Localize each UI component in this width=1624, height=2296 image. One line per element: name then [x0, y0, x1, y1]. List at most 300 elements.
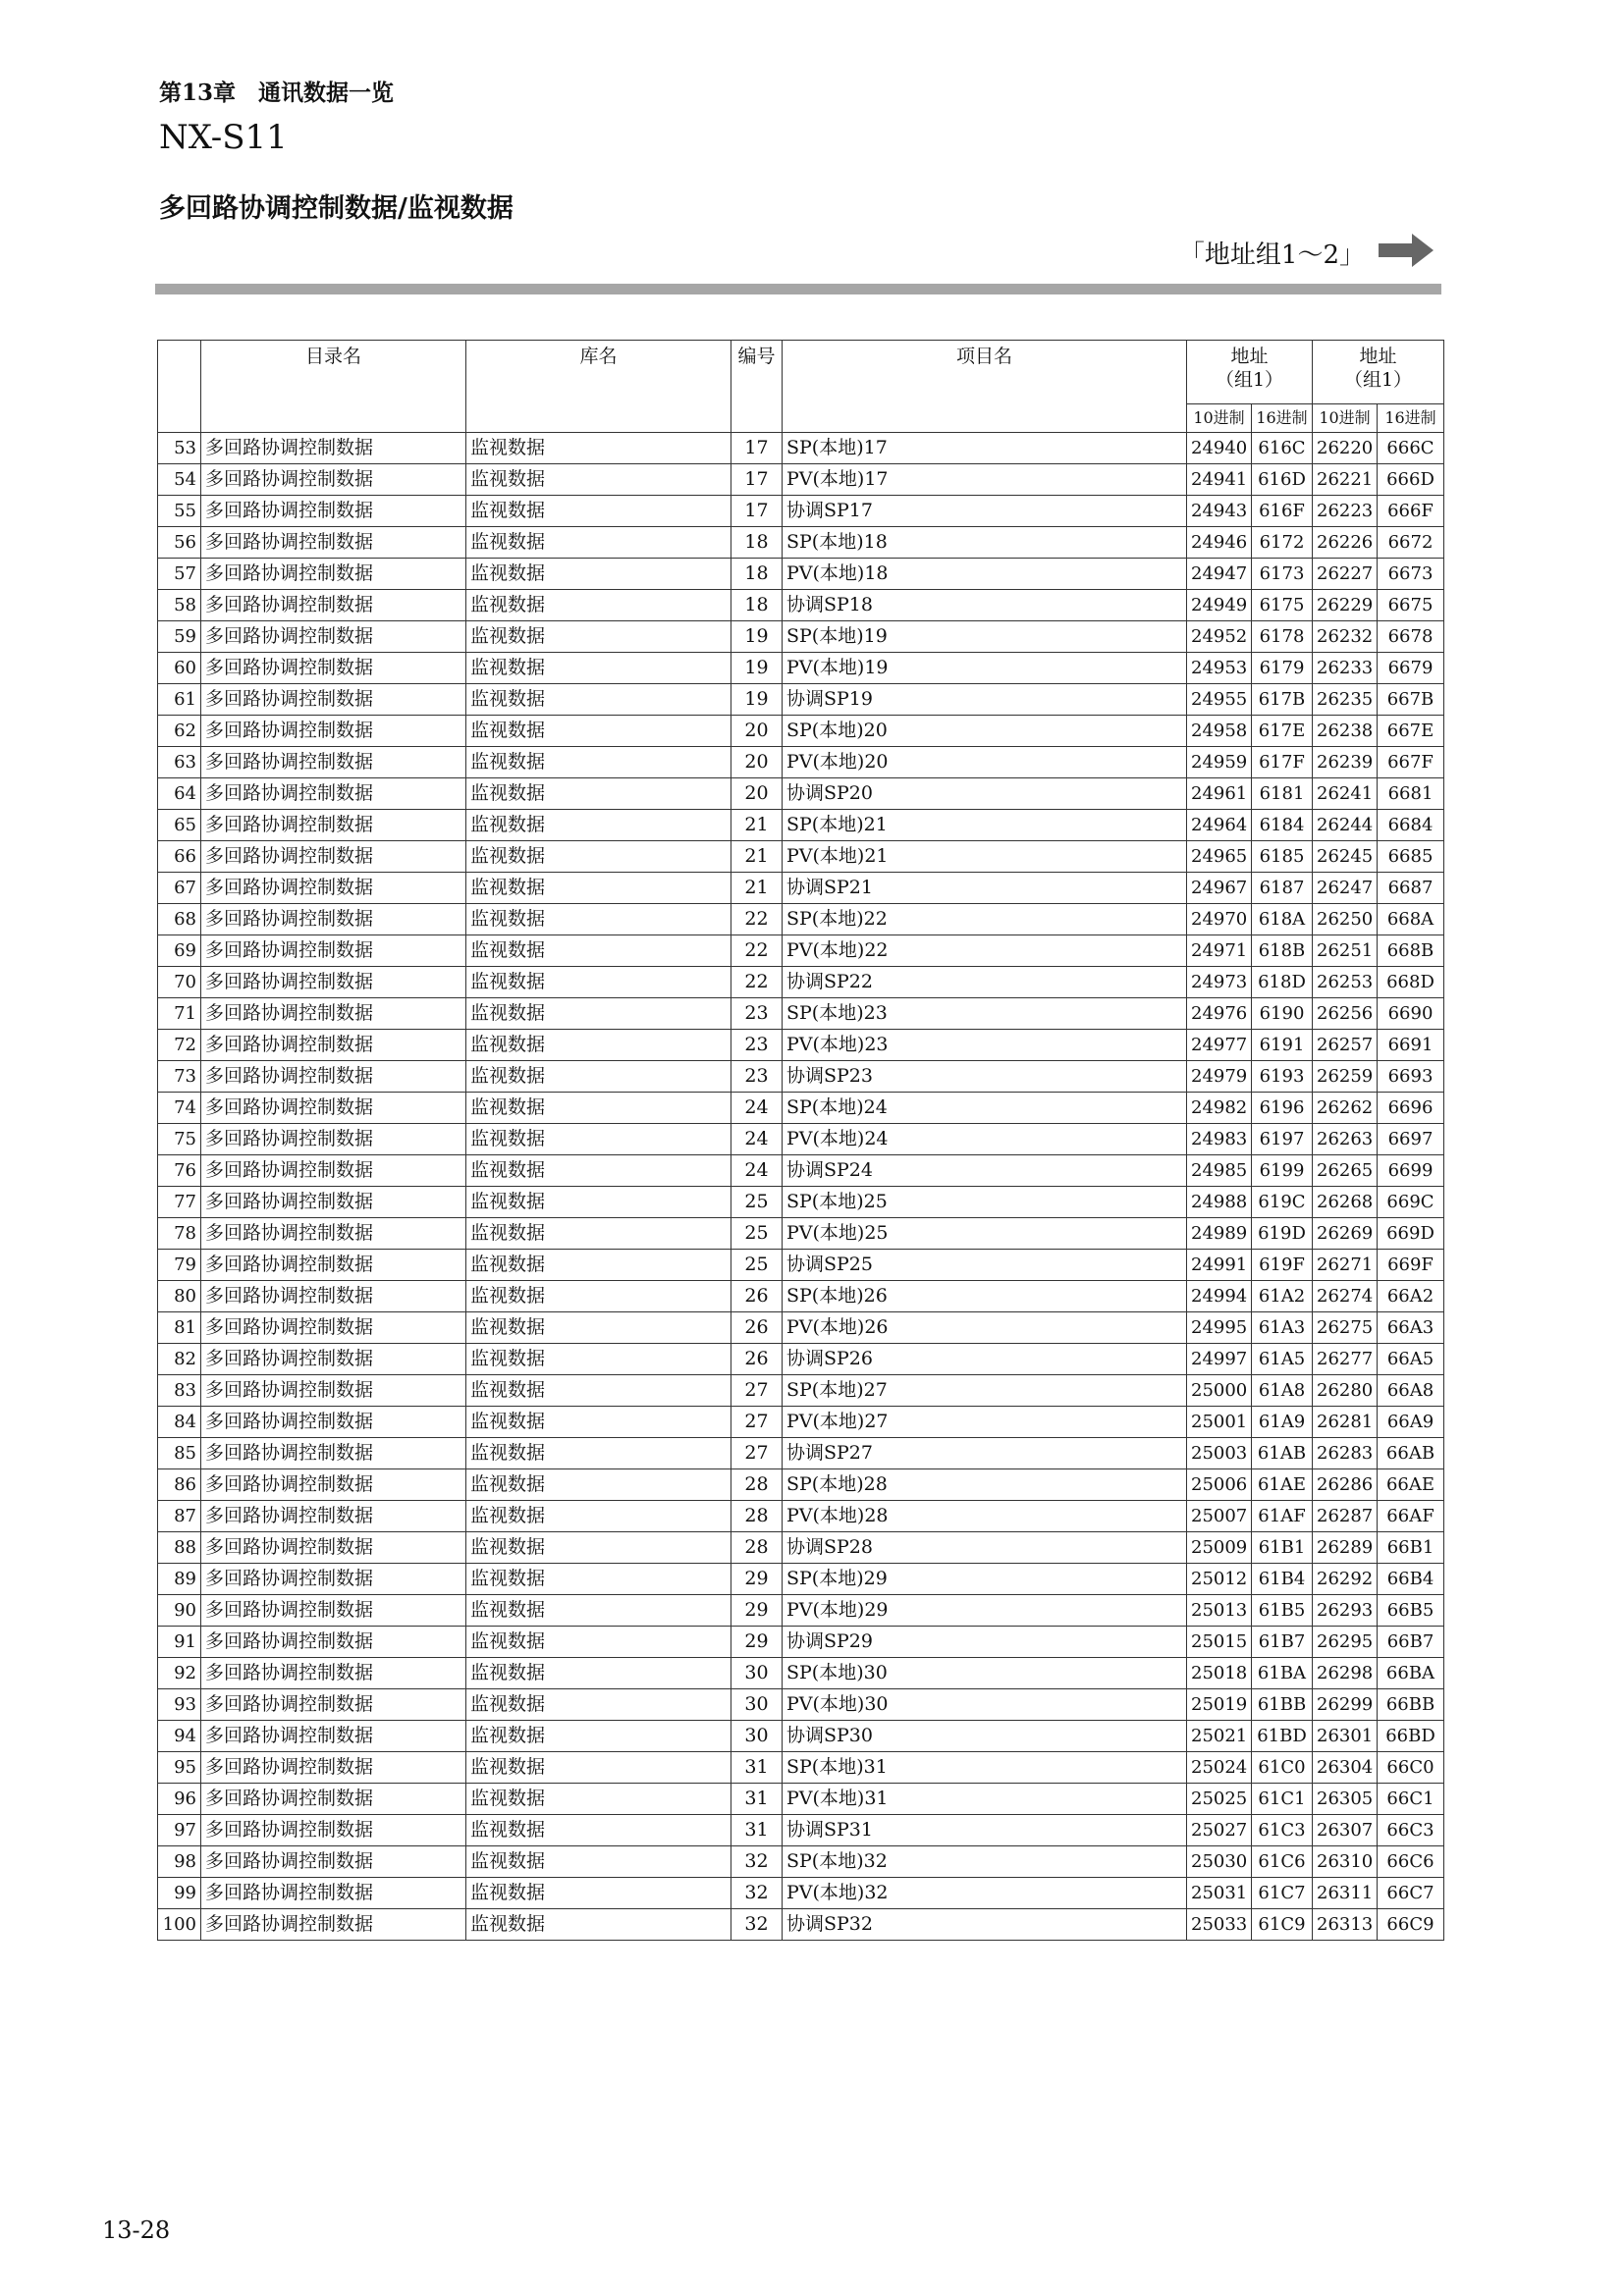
library-name: 监视数据	[466, 967, 731, 998]
catalog-name: 多回路协调控制数据	[201, 998, 466, 1030]
row-index: 90	[158, 1595, 201, 1627]
row-index: 63	[158, 747, 201, 778]
item-name: PV(本地)22	[783, 935, 1187, 967]
item-name: SP(本地)29	[783, 1564, 1187, 1595]
address-1-hex: 61B7	[1252, 1627, 1313, 1658]
table-row	[158, 496, 1444, 527]
address-1-decimal: 24976	[1187, 998, 1252, 1030]
catalog-name: 多回路协调控制数据	[201, 1846, 466, 1878]
row-index: 96	[158, 1784, 201, 1815]
address-2-decimal: 26221	[1313, 464, 1378, 496]
table-row	[158, 778, 1444, 810]
header-item: 项目名	[783, 341, 1187, 433]
catalog-name: 多回路协调控制数据	[201, 1375, 466, 1407]
address-2-decimal: 26235	[1313, 684, 1378, 716]
catalog-name: 多回路协调控制数据	[201, 1312, 466, 1344]
library-name: 监视数据	[466, 590, 731, 621]
item-name: 协调SP27	[783, 1438, 1187, 1469]
row-index: 86	[158, 1469, 201, 1501]
address-1-decimal: 24965	[1187, 841, 1252, 873]
address-2-hex: 66A9	[1378, 1407, 1444, 1438]
address-2-decimal: 26283	[1313, 1438, 1378, 1469]
address-2-hex: 6672	[1378, 527, 1444, 559]
item-number: 24	[731, 1093, 783, 1124]
library-name: 监视数据	[466, 873, 731, 904]
catalog-name: 多回路协调控制数据	[201, 496, 466, 527]
table-row	[158, 1438, 1444, 1469]
item-number: 18	[731, 590, 783, 621]
item-name: PV(本地)29	[783, 1595, 1187, 1627]
address-1-hex: 619C	[1252, 1187, 1313, 1218]
item-number: 24	[731, 1155, 783, 1187]
address-1-decimal: 25025	[1187, 1784, 1252, 1815]
address-2-hex: 6696	[1378, 1093, 1444, 1124]
catalog-name: 多回路协调控制数据	[201, 778, 466, 810]
address-1-hex: 61A9	[1252, 1407, 1313, 1438]
address-1-decimal: 24973	[1187, 967, 1252, 998]
item-name: PV(本地)17	[783, 464, 1187, 496]
address-1-decimal: 25019	[1187, 1689, 1252, 1721]
item-name: 协调SP31	[783, 1815, 1187, 1846]
library-name: 监视数据	[466, 496, 731, 527]
table-row	[158, 1595, 1444, 1627]
row-index: 57	[158, 559, 201, 590]
table-row	[158, 1407, 1444, 1438]
library-name: 监视数据	[466, 1658, 731, 1689]
row-index: 79	[158, 1250, 201, 1281]
table-row	[158, 1689, 1444, 1721]
address-1-decimal: 24988	[1187, 1187, 1252, 1218]
row-index: 71	[158, 998, 201, 1030]
address-2-hex: 66C0	[1378, 1752, 1444, 1784]
address-2-decimal: 26251	[1313, 935, 1378, 967]
item-number: 21	[731, 841, 783, 873]
address-1-hex: 6193	[1252, 1061, 1313, 1093]
table-row	[158, 1846, 1444, 1878]
row-index: 65	[158, 810, 201, 841]
item-number: 22	[731, 935, 783, 967]
address-1-decimal: 25001	[1187, 1407, 1252, 1438]
address-2-hex: 669F	[1378, 1250, 1444, 1281]
address-2-decimal: 26223	[1313, 496, 1378, 527]
address-1-hex: 61B1	[1252, 1532, 1313, 1564]
address-2-decimal: 26253	[1313, 967, 1378, 998]
row-index: 74	[158, 1093, 201, 1124]
address-2-hex: 667F	[1378, 747, 1444, 778]
table-row	[158, 1218, 1444, 1250]
address-1-hex: 6179	[1252, 653, 1313, 684]
address-2-decimal: 26245	[1313, 841, 1378, 873]
row-index: 76	[158, 1155, 201, 1187]
item-number: 19	[731, 621, 783, 653]
catalog-name: 多回路协调控制数据	[201, 464, 466, 496]
address-group-label: 「地址组1～2」	[1178, 240, 1365, 270]
address-1-hex: 6187	[1252, 873, 1313, 904]
row-index: 82	[158, 1344, 201, 1375]
row-index: 54	[158, 464, 201, 496]
address-1-decimal: 24958	[1187, 716, 1252, 747]
address-1-hex: 6178	[1252, 621, 1313, 653]
address-2-hex: 6678	[1378, 621, 1444, 653]
table-row	[158, 433, 1444, 464]
address-2-hex: 66C7	[1378, 1878, 1444, 1909]
library-name: 监视数据	[466, 904, 731, 935]
library-name: 监视数据	[466, 1784, 731, 1815]
header-hex-2: 16进制	[1378, 404, 1444, 433]
address-2-decimal: 26229	[1313, 590, 1378, 621]
item-number: 25	[731, 1187, 783, 1218]
library-name: 监视数据	[466, 998, 731, 1030]
address-2-hex: 6685	[1378, 841, 1444, 873]
table-row	[158, 1187, 1444, 1218]
address-1-decimal: 24985	[1187, 1155, 1252, 1187]
catalog-name: 多回路协调控制数据	[201, 967, 466, 998]
address-1-decimal: 24970	[1187, 904, 1252, 935]
item-number: 28	[731, 1501, 783, 1532]
address-1-hex: 6181	[1252, 778, 1313, 810]
address-2-decimal: 26244	[1313, 810, 1378, 841]
item-number: 28	[731, 1532, 783, 1564]
item-name: PV(本地)28	[783, 1501, 1187, 1532]
item-name: SP(本地)19	[783, 621, 1187, 653]
address-1-decimal: 25013	[1187, 1595, 1252, 1627]
library-name: 监视数据	[466, 1595, 731, 1627]
item-number: 27	[731, 1438, 783, 1469]
table-row	[158, 1878, 1444, 1909]
row-index: 92	[158, 1658, 201, 1689]
library-name: 监视数据	[466, 1344, 731, 1375]
address-1-hex: 619D	[1252, 1218, 1313, 1250]
table-row	[158, 998, 1444, 1030]
address-2-decimal: 26277	[1313, 1344, 1378, 1375]
library-name: 监视数据	[466, 559, 731, 590]
item-name: SP(本地)20	[783, 716, 1187, 747]
address-1-hex: 61AB	[1252, 1438, 1313, 1469]
address-2-decimal: 26310	[1313, 1846, 1378, 1878]
address-1-hex: 617F	[1252, 747, 1313, 778]
address-1-decimal: 25009	[1187, 1532, 1252, 1564]
address-2-decimal: 26280	[1313, 1375, 1378, 1407]
address-2-hex: 66B5	[1378, 1595, 1444, 1627]
chapter-heading: 第13章 通讯数据一览	[159, 80, 395, 106]
row-index: 94	[158, 1721, 201, 1752]
item-name: 协调SP29	[783, 1627, 1187, 1658]
item-name: 协调SP32	[783, 1909, 1187, 1941]
catalog-name: 多回路协调控制数据	[201, 1595, 466, 1627]
address-2-hex: 66C9	[1378, 1909, 1444, 1941]
header-address-2-group: （组1）	[1343, 369, 1413, 391]
row-index: 53	[158, 433, 201, 464]
row-index: 58	[158, 590, 201, 621]
table-row	[158, 1627, 1444, 1658]
address-1-hex: 61C6	[1252, 1846, 1313, 1878]
row-index: 67	[158, 873, 201, 904]
address-2-hex: 666D	[1378, 464, 1444, 496]
library-name: 监视数据	[466, 621, 731, 653]
library-name: 监视数据	[466, 1155, 731, 1187]
row-index: 61	[158, 684, 201, 716]
row-index: 88	[158, 1532, 201, 1564]
address-2-hex: 66A2	[1378, 1281, 1444, 1312]
table-row	[158, 1061, 1444, 1093]
item-name: 协调SP18	[783, 590, 1187, 621]
item-name: SP(本地)25	[783, 1187, 1187, 1218]
address-1-decimal: 24943	[1187, 496, 1252, 527]
catalog-name: 多回路协调控制数据	[201, 559, 466, 590]
item-number: 29	[731, 1595, 783, 1627]
address-1-decimal: 24989	[1187, 1218, 1252, 1250]
address-1-hex: 61C7	[1252, 1878, 1313, 1909]
item-name: SP(本地)17	[783, 433, 1187, 464]
library-name: 监视数据	[466, 1375, 731, 1407]
address-2-hex: 66BD	[1378, 1721, 1444, 1752]
address-2-hex: 66BB	[1378, 1689, 1444, 1721]
item-name: 协调SP20	[783, 778, 1187, 810]
catalog-name: 多回路协调控制数据	[201, 904, 466, 935]
address-1-decimal: 25006	[1187, 1469, 1252, 1501]
address-1-decimal: 25030	[1187, 1846, 1252, 1878]
table-row	[158, 1155, 1444, 1187]
address-1-decimal: 25033	[1187, 1909, 1252, 1941]
address-1-decimal: 25007	[1187, 1501, 1252, 1532]
catalog-name: 多回路协调控制数据	[201, 1187, 466, 1218]
item-number: 26	[731, 1281, 783, 1312]
library-name: 监视数据	[466, 747, 731, 778]
address-2-hex: 66AB	[1378, 1438, 1444, 1469]
item-number: 29	[731, 1564, 783, 1595]
address-1-hex: 61A3	[1252, 1312, 1313, 1344]
table-row	[158, 1752, 1444, 1784]
row-index: 93	[158, 1689, 201, 1721]
address-2-hex: 66B7	[1378, 1627, 1444, 1658]
item-name: PV(本地)31	[783, 1784, 1187, 1815]
item-number: 31	[731, 1752, 783, 1784]
item-number: 20	[731, 747, 783, 778]
item-number: 30	[731, 1689, 783, 1721]
address-1-hex: 61A2	[1252, 1281, 1313, 1312]
item-name: PV(本地)25	[783, 1218, 1187, 1250]
address-group-indicator	[1179, 234, 1434, 271]
item-name: PV(本地)30	[783, 1689, 1187, 1721]
header-address-2	[1313, 341, 1444, 404]
item-number: 23	[731, 1061, 783, 1093]
catalog-name: 多回路协调控制数据	[201, 1344, 466, 1375]
address-2-decimal: 26256	[1313, 998, 1378, 1030]
address-1-decimal: 24991	[1187, 1250, 1252, 1281]
address-1-decimal: 25024	[1187, 1752, 1252, 1784]
catalog-name: 多回路协调控制数据	[201, 1469, 466, 1501]
address-2-decimal: 26313	[1313, 1909, 1378, 1941]
catalog-name: 多回路协调控制数据	[201, 621, 466, 653]
item-name: PV(本地)20	[783, 747, 1187, 778]
address-1-decimal: 24955	[1187, 684, 1252, 716]
catalog-name: 多回路协调控制数据	[201, 1627, 466, 1658]
address-2-hex: 66B4	[1378, 1564, 1444, 1595]
header-number: 编号	[731, 341, 783, 433]
catalog-name: 多回路协调控制数据	[201, 1752, 466, 1784]
address-2-decimal: 26275	[1313, 1312, 1378, 1344]
address-2-hex: 66C3	[1378, 1815, 1444, 1846]
address-2-decimal: 26301	[1313, 1721, 1378, 1752]
library-name: 监视数据	[466, 1846, 731, 1878]
row-index: 100	[158, 1909, 201, 1941]
table-row	[158, 1375, 1444, 1407]
item-name: SP(本地)32	[783, 1846, 1187, 1878]
header-address-1	[1187, 341, 1313, 404]
address-2-hex: 6691	[1378, 1030, 1444, 1061]
address-2-decimal: 26226	[1313, 527, 1378, 559]
address-2-hex: 6697	[1378, 1124, 1444, 1155]
address-2-hex: 6699	[1378, 1155, 1444, 1187]
address-2-hex: 66AE	[1378, 1469, 1444, 1501]
item-name: SP(本地)26	[783, 1281, 1187, 1312]
address-1-hex: 61C3	[1252, 1815, 1313, 1846]
item-number: 17	[731, 433, 783, 464]
item-name: PV(本地)21	[783, 841, 1187, 873]
library-name: 监视数据	[466, 1721, 731, 1752]
item-number: 17	[731, 496, 783, 527]
catalog-name: 多回路协调控制数据	[201, 1564, 466, 1595]
address-2-decimal: 26271	[1313, 1250, 1378, 1281]
page-number: 13-28	[102, 2216, 171, 2244]
item-number: 25	[731, 1250, 783, 1281]
address-2-hex: 66C1	[1378, 1784, 1444, 1815]
address-2-hex: 668B	[1378, 935, 1444, 967]
header-hex-1: 16进制	[1252, 404, 1313, 433]
address-2-decimal: 26269	[1313, 1218, 1378, 1250]
address-1-decimal: 24971	[1187, 935, 1252, 967]
catalog-name: 多回路协调控制数据	[201, 1532, 466, 1564]
item-name: PV(本地)26	[783, 1312, 1187, 1344]
row-index: 73	[158, 1061, 201, 1093]
address-1-hex: 6173	[1252, 559, 1313, 590]
address-2-decimal: 26257	[1313, 1030, 1378, 1061]
address-1-decimal: 25012	[1187, 1564, 1252, 1595]
table-row	[158, 527, 1444, 559]
library-name: 监视数据	[466, 1501, 731, 1532]
catalog-name: 多回路协调控制数据	[201, 1250, 466, 1281]
address-2-decimal: 26265	[1313, 1155, 1378, 1187]
item-number: 21	[731, 873, 783, 904]
catalog-name: 多回路协调控制数据	[201, 716, 466, 747]
item-number: 19	[731, 653, 783, 684]
item-name: 协调SP24	[783, 1155, 1187, 1187]
library-name: 监视数据	[466, 841, 731, 873]
row-index: 62	[158, 716, 201, 747]
table-row	[158, 1564, 1444, 1595]
address-2-hex: 66C6	[1378, 1846, 1444, 1878]
address-1-decimal: 24977	[1187, 1030, 1252, 1061]
table-row	[158, 1501, 1444, 1532]
address-1-hex: 6184	[1252, 810, 1313, 841]
address-2-hex: 669C	[1378, 1187, 1444, 1218]
item-number: 27	[731, 1407, 783, 1438]
table-row	[158, 559, 1444, 590]
table-row	[158, 590, 1444, 621]
right-arrow-icon	[1379, 234, 1434, 271]
address-1-hex: 616C	[1252, 433, 1313, 464]
address-2-decimal: 26289	[1313, 1532, 1378, 1564]
table-row	[158, 810, 1444, 841]
address-1-hex: 6175	[1252, 590, 1313, 621]
header-decimal-2: 10进制	[1313, 404, 1378, 433]
library-name: 监视数据	[466, 1627, 731, 1658]
header-address-1-label: 地址	[1230, 346, 1269, 367]
item-name: PV(本地)19	[783, 653, 1187, 684]
catalog-name: 多回路协调控制数据	[201, 1689, 466, 1721]
catalog-name: 多回路协调控制数据	[201, 1155, 466, 1187]
item-number: 31	[731, 1784, 783, 1815]
address-1-decimal: 24995	[1187, 1312, 1252, 1344]
item-name: SP(本地)24	[783, 1093, 1187, 1124]
item-name: SP(本地)30	[783, 1658, 1187, 1689]
address-1-hex: 618D	[1252, 967, 1313, 998]
address-2-decimal: 26268	[1313, 1187, 1378, 1218]
address-2-hex: 6693	[1378, 1061, 1444, 1093]
address-1-hex: 61AE	[1252, 1469, 1313, 1501]
catalog-name: 多回路协调控制数据	[201, 1407, 466, 1438]
item-number: 17	[731, 464, 783, 496]
row-index: 66	[158, 841, 201, 873]
library-name: 监视数据	[466, 1093, 731, 1124]
address-1-hex: 619F	[1252, 1250, 1313, 1281]
catalog-name: 多回路协调控制数据	[201, 590, 466, 621]
header-decimal-1: 10进制	[1187, 404, 1252, 433]
table-row	[158, 464, 1444, 496]
header-rule	[155, 284, 1441, 294]
item-number: 32	[731, 1846, 783, 1878]
address-1-hex: 6197	[1252, 1124, 1313, 1155]
catalog-name: 多回路协调控制数据	[201, 527, 466, 559]
item-number: 20	[731, 716, 783, 747]
address-1-hex: 61BA	[1252, 1658, 1313, 1689]
address-1-decimal: 25027	[1187, 1815, 1252, 1846]
library-name: 监视数据	[466, 810, 731, 841]
item-name: 协调SP23	[783, 1061, 1187, 1093]
item-number: 29	[731, 1627, 783, 1658]
item-number: 23	[731, 998, 783, 1030]
table-row	[158, 1784, 1444, 1815]
row-index: 87	[158, 1501, 201, 1532]
table-row	[158, 1815, 1444, 1846]
item-number: 30	[731, 1721, 783, 1752]
library-name: 监视数据	[466, 653, 731, 684]
item-number: 25	[731, 1218, 783, 1250]
address-2-decimal: 26262	[1313, 1093, 1378, 1124]
catalog-name: 多回路协调控制数据	[201, 1218, 466, 1250]
item-name: SP(本地)31	[783, 1752, 1187, 1784]
item-number: 19	[731, 684, 783, 716]
table-row	[158, 1721, 1444, 1752]
catalog-name: 多回路协调控制数据	[201, 1061, 466, 1093]
library-name: 监视数据	[466, 527, 731, 559]
address-2-decimal: 26250	[1313, 904, 1378, 935]
item-name: 协调SP28	[783, 1532, 1187, 1564]
item-name: SP(本地)21	[783, 810, 1187, 841]
item-number: 27	[731, 1375, 783, 1407]
address-1-decimal: 24979	[1187, 1061, 1252, 1093]
table-row	[158, 684, 1444, 716]
address-1-hex: 61BB	[1252, 1689, 1313, 1721]
row-index: 68	[158, 904, 201, 935]
address-2-hex: 6675	[1378, 590, 1444, 621]
row-index: 81	[158, 1312, 201, 1344]
address-1-hex: 61C9	[1252, 1909, 1313, 1941]
address-2-decimal: 26307	[1313, 1815, 1378, 1846]
address-2-hex: 6681	[1378, 778, 1444, 810]
table-row	[158, 653, 1444, 684]
row-index: 89	[158, 1564, 201, 1595]
